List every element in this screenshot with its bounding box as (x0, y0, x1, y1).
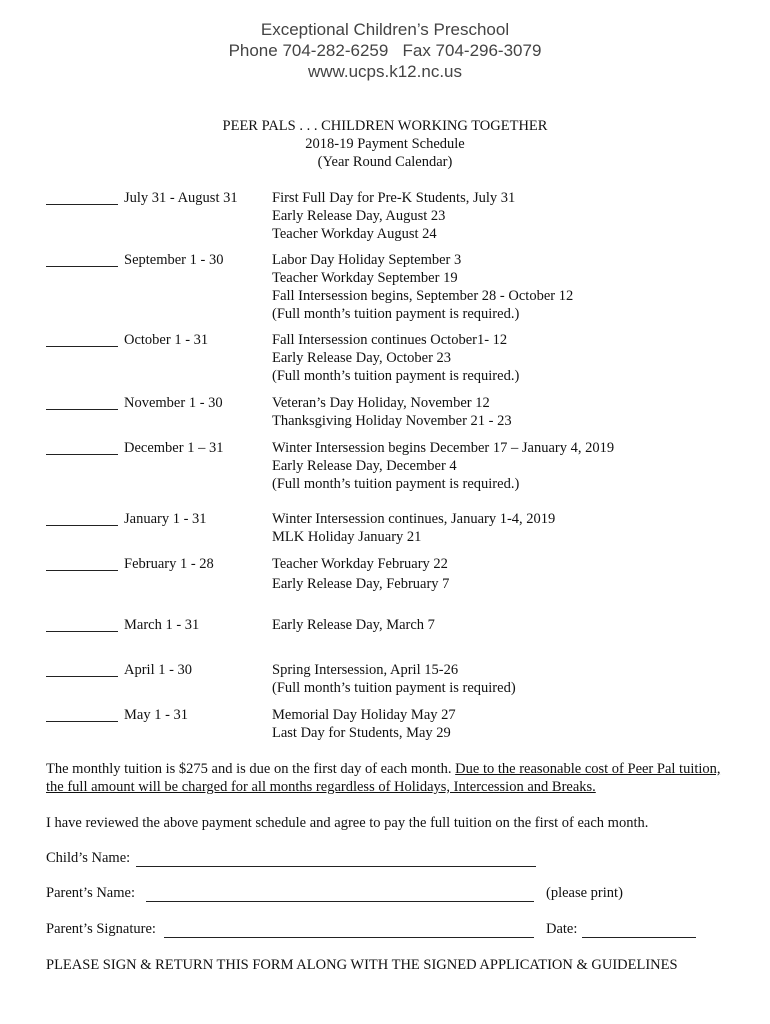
signature-label: Parent’s Signature: (46, 921, 156, 937)
schedule-note: Last Day for Students, May 29 (272, 725, 451, 741)
parent-name-hint: (please print) (546, 885, 623, 901)
title-line-2: 2018-19 Payment Schedule (305, 136, 465, 152)
parent-name-label: Parent’s Name: (46, 885, 135, 901)
schedule-note: Early Release Day, December 4 (272, 458, 457, 474)
payment-blank[interactable] (46, 204, 118, 205)
payment-blank[interactable] (46, 409, 118, 410)
tuition-paragraph (46, 760, 726, 796)
tuition-text: The monthly tuition is $275 and is due on the first day of each month. (46, 761, 456, 777)
month-range: May 1 - 31 (124, 707, 189, 723)
schedule-note: (Full month’s tuition payment is required) (272, 680, 516, 696)
schedule-note: Fall Intersession begins, September 28 - October 12 (272, 288, 574, 304)
website: www.ucps.k12.nc.us (307, 62, 462, 81)
month-range: September 1 - 30 (124, 252, 224, 268)
month-range: October 1 - 31 (124, 332, 209, 348)
schedule-note: (Full month’s tuition payment is required.) (272, 368, 520, 384)
schedule-note: Labor Day Holiday September 3 (272, 252, 462, 268)
payment-blank[interactable] (46, 676, 118, 677)
schedule-note: Spring Intersession, April 15-26 (272, 662, 459, 678)
schedule-note: First Full Day for Pre-K Students, July 31 (272, 190, 516, 206)
month-range: July 31 - August 31 (124, 190, 238, 206)
schedule-note: Early Release Day, February 7 (272, 576, 450, 592)
agreement-statement: I have reviewed the above payment schedule and agree to pay the full tuition on the first of each month. (46, 815, 649, 831)
payment-blank[interactable] (46, 266, 118, 267)
payment-blank[interactable] (46, 721, 118, 722)
schedule-note: Early Release Day, October 23 (272, 350, 452, 366)
month-range: March 1 - 31 (124, 617, 200, 633)
payment-blank[interactable] (46, 525, 118, 526)
date-label: Date: (546, 921, 578, 937)
payment-blank[interactable] (46, 346, 118, 347)
schedule-note: (Full month’s tuition payment is required.) (272, 476, 520, 492)
month-range: February 1 - 28 (124, 556, 214, 572)
schedule-note: MLK Holiday January 21 (272, 529, 422, 545)
payment-blank[interactable] (46, 454, 118, 455)
date-field[interactable] (582, 937, 696, 938)
payment-blank[interactable] (46, 631, 118, 632)
schedule-note: Teacher Workday September 19 (272, 270, 458, 286)
month-range: December 1 – 31 (124, 440, 224, 456)
child-name-label: Child’s Name: (46, 850, 131, 866)
month-range: April 1 - 30 (124, 662, 193, 678)
schedule-note: Winter Intersession continues, January 1-4, 2019 (272, 511, 556, 527)
schedule-note: Teacher Workday February 22 (272, 556, 448, 572)
schedule-note: (Full month’s tuition payment is required.) (272, 306, 520, 322)
contact-line: Phone 704-282-6259 Fax 704-296-3079 (228, 41, 542, 60)
schedule-note: Teacher Workday August 24 (272, 226, 437, 242)
title-line-1: PEER PALS . . . CHILDREN WORKING TOGETHER (222, 118, 548, 134)
child-name-field[interactable] (136, 866, 536, 867)
payment-blank[interactable] (46, 570, 118, 571)
schedule-note: Memorial Day Holiday May 27 (272, 707, 456, 723)
schedule-note: Early Release Day, August 23 (272, 208, 446, 224)
schedule-note: Veteran’s Day Holiday, November 12 (272, 395, 490, 411)
parent-name-field[interactable] (146, 901, 534, 902)
schedule-note: Winter Intersession begins December 17 – January 4, 2019 (272, 440, 615, 456)
month-range: January 1 - 31 (124, 511, 207, 527)
schedule-note: Early Release Day, March 7 (272, 617, 435, 633)
footer-instruction: PLEASE SIGN & RETURN THIS FORM ALONG WITH THE SIGNED APPLICATION & GUIDELINES (46, 957, 678, 973)
org-name: Exceptional Children’s Preschool (260, 20, 510, 39)
tuition-policy: Due to the reasonable cost of Peer Pal tuition, the full amount will be charged for all months regardless of Holidays, Intercession and Breaks. (46, 761, 721, 795)
schedule-note: Fall Intersession continues October1- 12 (272, 332, 508, 348)
schedule-note: Thanksgiving Holiday November 21 - 23 (272, 413, 512, 429)
month-range: November 1 - 30 (124, 395, 223, 411)
title-line-3: (Year Round Calendar) (317, 154, 453, 170)
signature-field[interactable] (164, 937, 534, 938)
